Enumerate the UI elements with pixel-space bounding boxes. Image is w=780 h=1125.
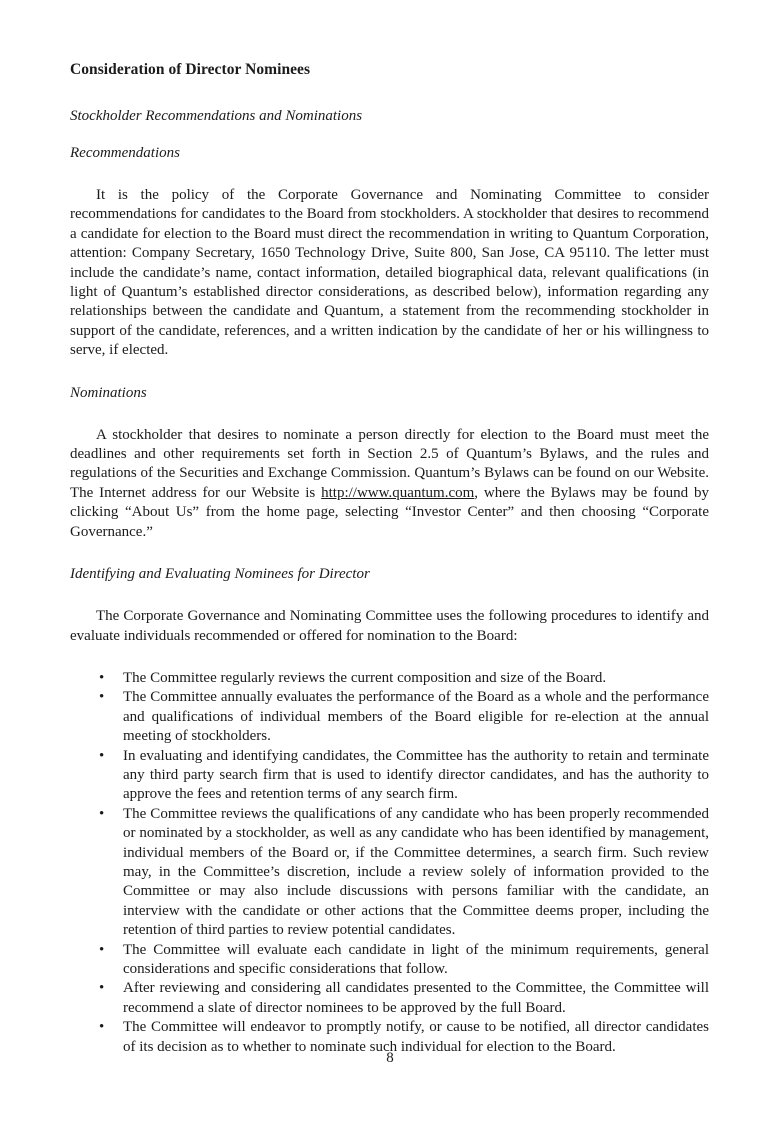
list-item [70,941,709,980]
nominations-text-before-link: A stockholder that desires to nominate a person directly for election to the Board must meet the deadlines and other requirements set forth in Section 2.5 of Quantum’s Bylaws, and the rules and regulations of the Securities and Exchange Commission. Quantum’s Bylaws can be found on our Website. The Internet address for our Website is [70,426,709,501]
list-item [70,688,709,746]
list-item-text: The Committee reviews the qualifications of any candidate who has been properly recommended or nominated by a stockholder, as well as any candidate who has been identified by management, individual members of the Board or, if the Committee determines, a search firm. Such review may, in the Committee’s discretion, include a review solely of information provided to the Committee or may also include discussions with persons familiar with the candidate, an interview with the candidate or other actions that the Committee deems proper, including the retention of third parties to review potential candidates. [123,805,709,939]
list-item [70,669,709,688]
page-number: 8 [386,1050,394,1066]
subheading-nominations: Nominations [70,384,147,401]
bullet-icon: • [99,1019,105,1036]
list-item-text: After reviewing and considering all candidates presented to the Committee, the Committee will recommend a slate of director nominees to be approved by the full Board. [123,980,709,1016]
list-item [70,979,709,1018]
spacer [70,542,709,565]
bullet-icon: • [99,689,105,706]
list-item [70,805,709,941]
nominations-text-after-link: , where the Bylaws may be found by clicking “About Us” from the home page, selecting “Investor Center” and then choosing “Corporate Governance.” [70,484,709,540]
quantum-website-link[interactable]: http://www.quantum.com [321,484,475,501]
spacer [70,403,709,426]
subheading-recommendations: Recommendations [70,145,180,161]
document-body [70,60,709,1057]
list-item [70,747,709,805]
list-item-text: The Committee regularly reviews the current composition and size of the Board. [123,669,607,686]
page-title: Consideration of Director Nominees [70,61,311,78]
bullet-icon: • [99,805,105,822]
spacer [70,126,709,144]
spacer [70,79,709,107]
paragraph-nominations [70,426,709,542]
bullet-icon: • [99,941,105,958]
subheading-identifying-evaluating: Identifying and Evaluating Nominees for Director [70,566,370,583]
bullet-icon: • [99,669,105,686]
paragraph-procedures-intro: The Corporate Governance and Nominating Committee uses the following procedures to identify and evaluate individuals recommended or offered for nomination to the Board: [70,608,709,644]
list-item-text: The Committee will endeavor to promptly notify, or cause to be notified, all director candidates of its decision as to whether to nominate such individual for election to the Board. [123,1019,709,1055]
subheading-stockholder-recommendations: Stockholder Recommendations and Nominations [70,108,363,124]
bullet-icon: • [99,747,105,764]
list-item-text: In evaluating and identifying candidates, the Committee has the authority to retain and terminate any third party search firm that is used to identify director candidates, and has the authority to approve the fees and retention terms of any search firm. [123,747,709,803]
list-item-text: The Committee annually evaluates the performance of the Board as a whole and the performance and qualifications of individual members of the Board eligible for re-election at the annual meeting of stockholders. [123,689,709,745]
spacer [70,584,709,607]
bullet-icon: • [99,980,105,997]
spacer [70,646,709,669]
spacer [70,361,709,384]
paragraph-recommendations: It is the policy of the Corporate Governance and Nominating Committee to consider recommendations for candidates to the Board from stockholders. A stockholder that desires to recommend a candidate for election to the Board must direct the recommendation in writing to Quantum Corporation, attention: Company Secretary, 1650 Technology Drive, Suite 800, San Jose, CA 95110. The letter must include the candidate’s name, contact information, detailed biographical data, relevant qualifications (in light of Quantum’s established director considerations, as described below), information regarding any relationships between the candidate and Quantum, a statement from the recommending stockholder in support of the candidate, references, and a written indication by the candidate of her or his willingness to serve, if elected. [70,187,709,359]
spacer [70,163,709,186]
list-item-text: The Committee will evaluate each candidate in light of the minimum requirements, general considerations and specific considerations that follow. [123,941,709,977]
procedures-list [70,669,709,1057]
